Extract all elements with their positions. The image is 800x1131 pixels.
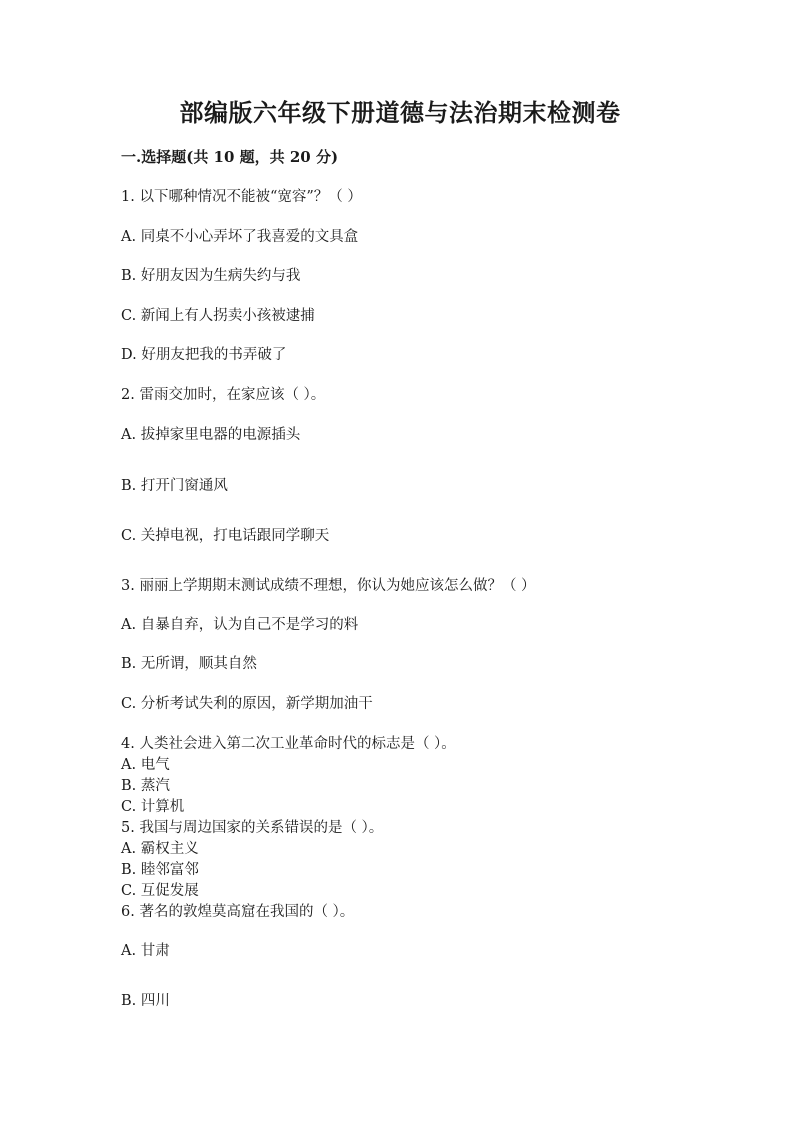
question-4-option-b: B. 蒸汽	[121, 778, 170, 794]
question-5-option-a: A. 霸权主义	[121, 841, 199, 857]
question-3-option-b: B. 无所谓，顺其自然	[121, 656, 257, 672]
section-heading: 一.选择题(共 10 题，共 20 分)	[121, 148, 339, 166]
question-2-option-a: A. 拔掉家里电器的电源插头	[121, 427, 301, 443]
question-1-stem: 1. 以下哪种情况不能被“宽容”？（ ）	[121, 189, 362, 205]
question-3-stem: 3. 丽丽上学期期末测试成绩不理想，你认为她应该怎么做？（ ）	[121, 578, 536, 594]
question-6-option-b: B. 四川	[121, 993, 170, 1009]
question-5-option-b: B. 睦邻富邻	[121, 862, 199, 878]
question-1-option-a: A. 同桌不小心弄坏了我喜爱的文具盒	[121, 229, 359, 245]
question-3-option-c: C. 分析考试失利的原因，新学期加油干	[121, 696, 373, 712]
question-4-stem: 4. 人类社会进入第二次工业革命时代的标志是（ ）。	[121, 736, 456, 752]
question-4-option-a: A. 电气	[121, 757, 170, 773]
question-4-option-c: C. 计算机	[121, 799, 185, 815]
question-2-option-b: B. 打开门窗通风	[121, 478, 228, 494]
question-5-option-c: C. 互促发展	[121, 883, 199, 899]
question-1-option-b: B. 好朋友因为生病失约与我	[121, 268, 301, 284]
question-1-option-c: C. 新闻上有人拐卖小孩被逮捕	[121, 308, 315, 324]
question-3-option-a: A. 自暴自弃，认为自己不是学习的料	[121, 617, 359, 633]
question-2-stem: 2. 雷雨交加时，在家应该（ ）。	[121, 387, 326, 403]
question-6-stem: 6. 著名的敦煌莫高窟在我国的（ ）。	[121, 904, 355, 920]
page-title: 部编版六年级下册道德与法治期末检测卷	[179, 98, 621, 127]
question-2-option-c: C. 关掉电视，打电话跟同学聊天	[121, 528, 330, 544]
question-6-option-a: A. 甘肃	[121, 943, 170, 959]
question-5-stem: 5. 我国与周边国家的关系错误的是（ ）。	[121, 820, 384, 836]
question-1-option-d: D. 好朋友把我的书弄破了	[121, 347, 287, 363]
